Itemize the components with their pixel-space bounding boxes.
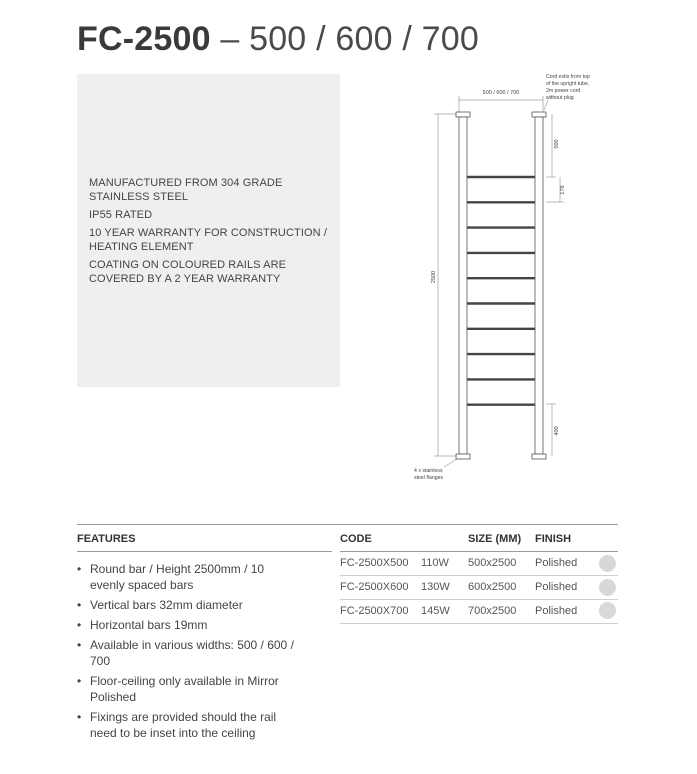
title-sizes: 500 / 600 / 700: [249, 20, 479, 58]
spacing-label: 178: [560, 185, 566, 195]
bullet-icon: •: [77, 674, 82, 688]
row-code: FC-2500X600: [340, 581, 409, 593]
table-top-rule: [77, 524, 618, 525]
row-finish: Polished: [535, 605, 578, 617]
finish-swatch: [599, 579, 616, 596]
feature-item: • Floor-ceiling only available in Mirror Polished: [77, 674, 279, 704]
size-heading: SIZE (MM): [468, 533, 522, 545]
spec-list: [89, 176, 329, 290]
row-divider: [340, 575, 618, 576]
spec-item: MANUFACTURED FROM 304 GRADE STAINLESS STEEL: [89, 177, 283, 203]
bullet-icon: •: [77, 638, 82, 652]
top-flange-left: [456, 112, 470, 117]
bullet-icon: •: [77, 562, 82, 576]
row-divider: [340, 599, 618, 600]
row-divider: [340, 623, 618, 624]
table-header-rule: [340, 551, 618, 552]
row-watt: 110W: [421, 557, 449, 569]
bottom-flange-right: [532, 454, 546, 459]
feature-item: • Horizontal bars 19mm: [77, 618, 208, 632]
model-number: FC-2500: [77, 20, 211, 58]
bullet-icon: •: [77, 618, 82, 632]
feature-item: • Vertical bars 32mm diameter: [77, 598, 243, 612]
height-dimension-label: 2500: [431, 270, 437, 284]
features-heading: FEATURES: [77, 533, 136, 545]
bottom-flange-left: [456, 454, 470, 459]
spec-panel: [77, 74, 340, 387]
spec-item: COATING ON COLOURED RAILS ARE COVERED BY A 2 YEAR WARRANTY: [89, 259, 287, 285]
row-code: FC-2500X700: [340, 605, 409, 617]
row-size: 700x2500: [468, 605, 517, 617]
bullet-icon: •: [77, 598, 82, 612]
code-heading: CODE: [340, 533, 372, 545]
bullet-icon: •: [77, 710, 82, 724]
title-dash: –: [210, 20, 250, 58]
row-watt: 130W: [421, 581, 450, 593]
spec-item: IP55 RATED: [89, 209, 153, 221]
features-header-rule: [77, 551, 332, 552]
row-size: 600x2500: [468, 581, 517, 593]
top-gap-label: 500: [554, 139, 560, 149]
row-watt: 145W: [421, 605, 450, 617]
flange-note: 4 x stainless steel flanges: [414, 468, 444, 481]
features-list: [77, 561, 297, 745]
technical-drawing: [400, 70, 600, 490]
top-flange-right: [532, 112, 546, 117]
feature-item: • Available in various widths: 500 / 600 / 700: [77, 638, 294, 668]
spec-item: 10 YEAR WARRANTY FOR CONSTRUCTION / HEATING ELEMENT: [89, 227, 327, 253]
page-title: [77, 18, 479, 60]
finish-heading: FINISH: [535, 533, 572, 545]
finish-swatch: [599, 602, 616, 619]
row-finish: Polished: [535, 557, 578, 569]
cord-note: Cord exits from top of the upright tube, 2m power cord without plug: [546, 74, 590, 101]
feature-item: • Fixings are provided should the rail need to be inset into the ceiling: [77, 710, 277, 740]
row-code: FC-2500X500: [340, 557, 409, 569]
upright-right: [535, 117, 543, 454]
finish-swatch: [599, 555, 616, 572]
feature-item: • Round bar / Height 2500mm / 10 evenly spaced bars: [77, 562, 265, 592]
upright-left: [459, 117, 467, 454]
horizontal-rails: [467, 177, 535, 405]
bottom-gap-label: 400: [554, 426, 560, 436]
row-size: 500x2500: [468, 557, 517, 569]
row-finish: Polished: [535, 581, 578, 593]
width-dimension-label: 500 / 600 / 700: [482, 90, 520, 96]
